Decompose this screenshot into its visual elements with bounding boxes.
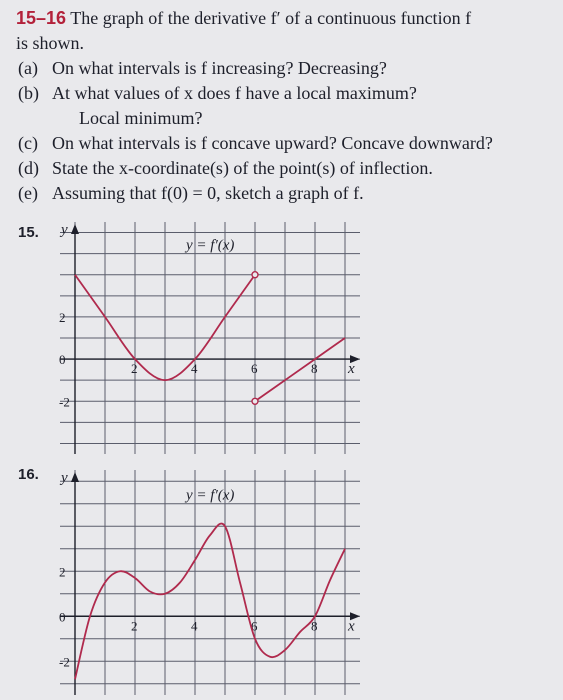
y-axis-label: y (61, 470, 68, 486)
x-tick-label: 6 (251, 361, 258, 377)
open-endpoint (252, 398, 258, 404)
y-tick-label: -2 (59, 394, 70, 410)
chart-1-title: y = f′(x) (186, 487, 235, 504)
graph-15-chart (60, 222, 360, 454)
part-c: (c) On what intervals is f concave upward? Concave downward? (18, 133, 493, 153)
x-tick-label: 8 (311, 618, 318, 634)
x-axis-label: x (348, 361, 355, 378)
x-tick-label: 8 (311, 361, 318, 377)
problem-intro-line2: is shown. (16, 33, 85, 53)
part-a: (a) On what intervals is f increasing? Decreasing? (18, 58, 387, 78)
part-e: (e) Assuming that f(0) = 0, sketch a graph of f. (18, 183, 364, 203)
x-axis-label: x (348, 618, 355, 635)
open-endpoint (252, 272, 258, 278)
problem-text (16, 6, 556, 206)
chart-1-series-0 (75, 524, 345, 680)
y-tick-label: 0 (59, 352, 66, 368)
y-axis-label: y (61, 222, 68, 238)
y-tick-label: 2 (59, 564, 66, 580)
y-tick-label: 2 (59, 309, 66, 325)
x-tick-label: 2 (131, 361, 138, 377)
chart-0-title: y = f′(x) (186, 237, 235, 254)
chart-0-series-1 (255, 338, 345, 401)
y-axis-arrow (71, 224, 79, 234)
y-tick-label: 0 (59, 609, 66, 625)
x-tick-label: 2 (131, 618, 138, 634)
problem-intro (16, 6, 556, 31)
x-tick-label: 4 (191, 618, 198, 634)
part-d: (d) State the x-coordinate(s) of the point(s) of inflection. (18, 158, 433, 178)
part-b-continued: Local minimum? (79, 108, 203, 128)
part-b: (b) At what values of x does f have a local maximum? (18, 83, 417, 103)
graph-16-chart (60, 470, 360, 695)
y-tick-label: -2 (59, 654, 70, 670)
x-tick-label: 6 (251, 618, 258, 634)
graph-15-label: 15. (18, 224, 39, 241)
graph-16-label: 16. (18, 466, 39, 483)
problem-intro-line1: The graph of the derivative f′ of a continuous function f (70, 8, 472, 28)
y-axis-arrow (71, 472, 79, 482)
problem-number: 15–16 (16, 8, 67, 28)
x-tick-label: 4 (191, 361, 198, 377)
